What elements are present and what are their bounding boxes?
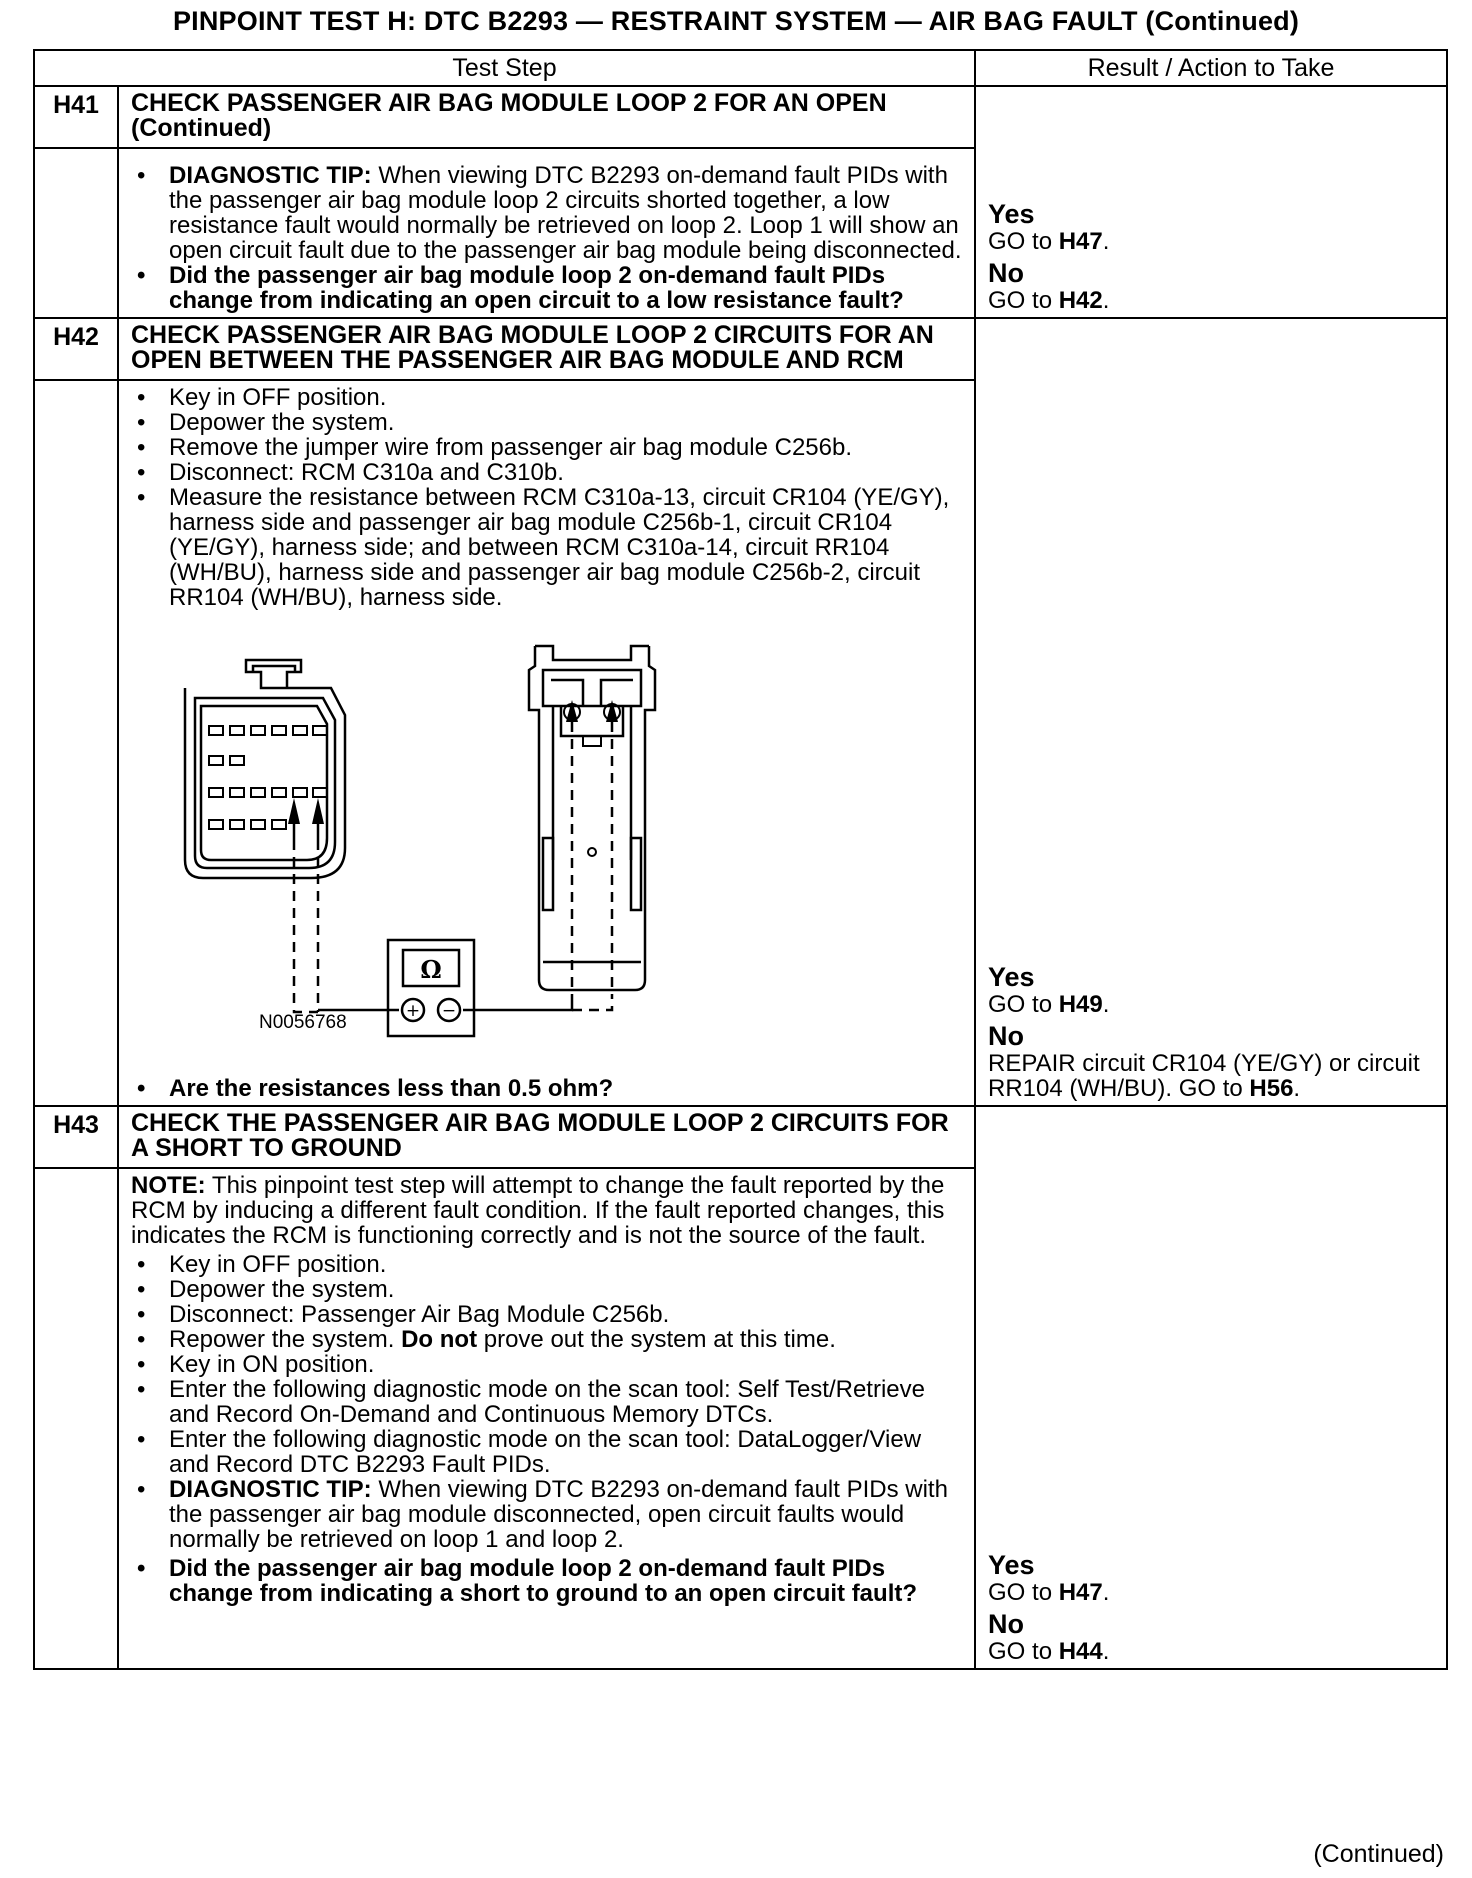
yes-action: GO to H49. bbox=[988, 991, 1110, 1018]
step-h43-items bbox=[131, 1252, 962, 1327]
yes-action: GO to H47. bbox=[988, 228, 1110, 255]
step-title: CHECK PASSENGER AIR BAG MODULE LOOP 2 CIRCUITS FOR AN OPEN BETWEEN THE PASSENGER AIR BAG MODULE AND RCM bbox=[118, 318, 975, 380]
list-item: • Repower the system. Do not prove out the system at this time. bbox=[131, 1327, 962, 1352]
step-body bbox=[118, 1168, 975, 1669]
step-link: H49 bbox=[1058, 991, 1103, 1018]
column-header-result: Result / Action to Take bbox=[975, 50, 1447, 86]
step-id: H43 bbox=[34, 1106, 118, 1168]
step-h42-result bbox=[975, 318, 1447, 1106]
step-body bbox=[118, 380, 975, 1106]
step-h43-header-row bbox=[34, 1106, 1447, 1168]
list-item: • Depower the system. bbox=[131, 410, 962, 435]
step-id: H41 bbox=[34, 86, 118, 148]
list-item-question: • Did the passenger air bag module loop 2 on-demand fault PIDs change from indicating an open circuit to a low resistance fault? bbox=[131, 263, 962, 313]
list-item: • DIAGNOSTIC TIP: When viewing DTC B2293 on-demand fault PIDs with the passenger air bag module loop 2 circuits shorted together, a low resistance fault would normally be retrieved on loop 2. Loop 1 will show an open circuit fault due to the passenger air bag module being disconnected. bbox=[131, 163, 962, 263]
meter-plus: + bbox=[405, 1001, 421, 1021]
table-header-row bbox=[34, 50, 1447, 86]
step-h43-result bbox=[975, 1106, 1447, 1669]
note: NOTE: This pinpoint test step will attempt to change the fault reported by the RCM by inducing a different fault condition. If the fault reported changes, this indicates the RCM is functioning correctly and is not the source of the fault. bbox=[131, 1172, 945, 1249]
step-h43-items2 bbox=[131, 1352, 962, 1477]
step-link: H56 bbox=[1249, 1075, 1294, 1102]
list-item: • Key in OFF position. bbox=[131, 385, 962, 410]
list-item: • Key in OFF position. bbox=[131, 1252, 962, 1277]
step-h41-result bbox=[975, 86, 1447, 318]
step-h41-header-row bbox=[34, 86, 1447, 148]
list-item: • Disconnect: Passenger Air Bag Module C256b. bbox=[131, 1302, 962, 1327]
no-label: No bbox=[988, 1609, 1025, 1639]
rcm-connector-diagram bbox=[131, 610, 951, 1070]
list-item: • Enter the following diagnostic mode on the scan tool: DataLogger/View and Record DTC B2293 Fault PIDs. bbox=[131, 1427, 962, 1477]
list-item-question: • Did the passenger air bag module loop 2 on-demand fault PIDs change from indicating a short to ground to an open circuit fault? bbox=[131, 1556, 962, 1606]
yes-action: GO to H47. bbox=[988, 1579, 1110, 1606]
step-h42-items bbox=[131, 385, 962, 610]
step-id: H42 bbox=[34, 318, 118, 380]
page-title: PINPOINT TEST H: DTC B2293 — RESTRAINT SYSTEM — AIR BAG FAULT (Continued) bbox=[172, 6, 1300, 36]
column-header-test-step: Test Step bbox=[34, 50, 975, 86]
no-label: No bbox=[988, 1021, 1025, 1051]
step-title: CHECK THE PASSENGER AIR BAG MODULE LOOP 2 CIRCUITS FOR A SHORT TO GROUND bbox=[118, 1106, 975, 1168]
pinpoint-test-table bbox=[33, 49, 1448, 1670]
yes-label: Yes bbox=[988, 199, 1035, 229]
step-body bbox=[118, 148, 975, 318]
step-title: CHECK PASSENGER AIR BAG MODULE LOOP 2 FOR AN OPEN (Continued) bbox=[118, 86, 975, 148]
list-item: • Disconnect: RCM C310a and C310b. bbox=[131, 460, 962, 485]
no-action: GO to H44. bbox=[988, 1638, 1110, 1665]
list-item-question: • Are the resistances less than 0.5 ohm? bbox=[131, 1076, 962, 1101]
meter-minus: − bbox=[441, 1001, 457, 1021]
no-action: GO to H42. bbox=[988, 287, 1110, 314]
no-action: REPAIR circuit CR104 (YE/GY) or circuit RR104 (WH/BU). GO to H56. bbox=[988, 1050, 1420, 1102]
yes-label: Yes bbox=[988, 1550, 1035, 1580]
list-item: • Depower the system. bbox=[131, 1277, 962, 1302]
list-item: • DIAGNOSTIC TIP: When viewing DTC B2293 on-demand fault PIDs with the passenger air bag module disconnected, open circuit faults would normally be retrieved on loop 1 and loop 2. bbox=[131, 1477, 962, 1552]
step-link: H47 bbox=[1058, 1579, 1103, 1606]
list-item: • Enter the following diagnostic mode on the scan tool: Self Test/Retrieve and Record On-Demand and Continuous Memory DTCs. bbox=[131, 1377, 962, 1427]
step-h42-header-row bbox=[34, 318, 1447, 380]
step-link: H44 bbox=[1058, 1638, 1103, 1665]
connector-figure bbox=[131, 610, 962, 1070]
list-item: • Key in ON position. bbox=[131, 1352, 962, 1377]
no-label: No bbox=[988, 258, 1025, 288]
step-link: H47 bbox=[1058, 228, 1103, 255]
figure-id: N0056768 bbox=[259, 1012, 347, 1033]
step-link: H42 bbox=[1058, 287, 1103, 314]
yes-label: Yes bbox=[988, 962, 1035, 992]
list-item: • Measure the resistance between RCM C310a-13, circuit CR104 (YE/GY), harness side and passenger air bag module C256b-1, circuit CR104 (YE/GY), harness side; and between RCM C310a-14, circuit RR104 (WH/BU), harness side and passenger air bag module C256b-2, circuit RR104 (WH/BU), harness side. bbox=[131, 485, 962, 610]
list-item: • Remove the jumper wire from passenger air bag module C256b. bbox=[131, 435, 962, 460]
continued-label: (Continued) bbox=[1313, 1840, 1444, 1868]
ohm-symbol: Ω bbox=[420, 955, 442, 984]
